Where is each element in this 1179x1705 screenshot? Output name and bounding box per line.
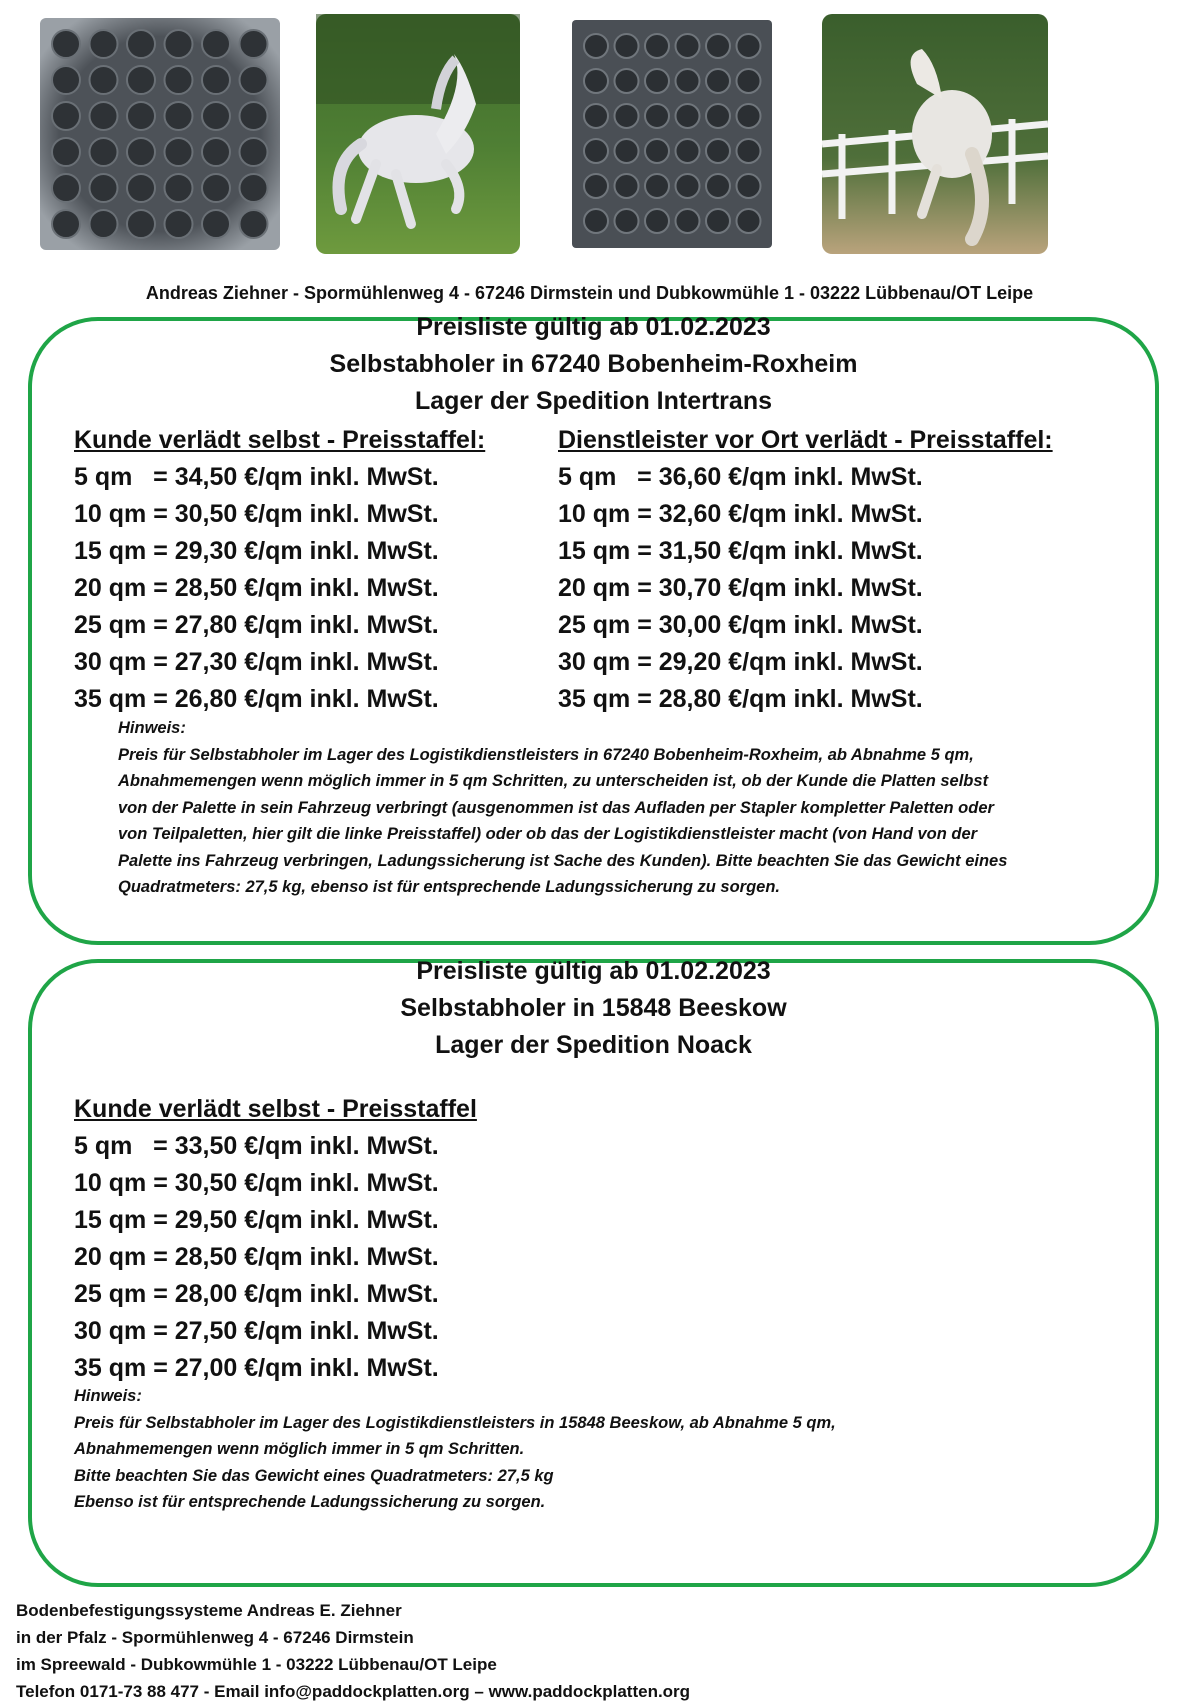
plate-hole — [584, 104, 608, 128]
price-row: 20 qm = 28,50 €/qm inkl. MwSt. — [74, 574, 439, 602]
table-header: Dienstleister vor Ort verlädt - Preisstaffel: — [558, 426, 1053, 454]
plate-hole — [240, 138, 268, 166]
price-row: 20 qm = 30,70 €/qm inkl. MwSt. — [558, 574, 923, 602]
price-row: 15 qm = 29,30 €/qm inkl. MwSt. — [74, 537, 439, 565]
plate-hole — [706, 104, 730, 128]
section-title — [32, 953, 1155, 1064]
price-row: 25 qm = 30,00 €/qm inkl. MwSt. — [558, 611, 923, 639]
plate-hole — [52, 102, 80, 130]
footer-company: Bodenbefestigungssysteme Andreas E. Ziehner — [16, 1601, 402, 1620]
price-row: 15 qm = 29,50 €/qm inkl. MwSt. — [74, 1206, 439, 1234]
price-row: 10 qm = 30,50 €/qm inkl. MwSt. — [74, 500, 439, 528]
price-row: 5 qm = 33,50 €/qm inkl. MwSt. — [74, 1132, 439, 1160]
plate-hole — [127, 174, 155, 202]
plate-hole — [676, 209, 700, 233]
title-line: Preisliste gültig ab 01.02.2023 — [416, 957, 771, 985]
plate-hole — [737, 139, 761, 163]
plate-hole — [706, 209, 730, 233]
price-row: 25 qm = 27,80 €/qm inkl. MwSt. — [74, 611, 439, 639]
paddock-plate-image-2 — [566, 14, 778, 254]
plate-hole — [615, 34, 639, 58]
plate-hole — [615, 69, 639, 93]
paddock-plate-graphic — [36, 14, 284, 254]
price-row: 35 qm = 27,00 €/qm inkl. MwSt. — [74, 1354, 439, 1382]
header-address: Andreas Ziehner - Spormühlenweg 4 - 67246 Dirmstein und Dubkowmühle 1 - 03222 Lübbenau/OT Leipe — [145, 283, 1034, 303]
price-row: 30 qm = 27,50 €/qm inkl. MwSt. — [74, 1317, 439, 1345]
paddock-plate-image-1 — [36, 14, 284, 254]
price-row: 30 qm = 29,20 €/qm inkl. MwSt. — [558, 648, 923, 676]
price-row: 25 qm = 28,00 €/qm inkl. MwSt. — [74, 1280, 439, 1308]
plate-hole — [127, 138, 155, 166]
plate-hole — [645, 209, 669, 233]
plate-hole — [90, 102, 118, 130]
horse-photo-graphic — [316, 14, 520, 254]
plate-hole — [240, 30, 268, 58]
plate-hole — [90, 138, 118, 166]
paddock-plate-graphic — [566, 14, 778, 254]
plate-hole — [165, 66, 193, 94]
note-line: Quadratmeters: 27,5 kg, ebenso ist für entsprechende Ladungssicherung zu sorgen. — [118, 878, 780, 896]
plate-hole — [645, 34, 669, 58]
customer-loads-price-table — [74, 422, 485, 718]
plate-hole — [737, 69, 761, 93]
price-row: 15 qm = 31,50 €/qm inkl. MwSt. — [558, 537, 923, 565]
plate-hole — [737, 209, 761, 233]
footer-contact — [16, 1597, 690, 1705]
plate-hole — [52, 138, 80, 166]
plate-hole — [52, 66, 80, 94]
plate-hole — [165, 210, 193, 238]
plate-hole — [240, 210, 268, 238]
plate-hole — [52, 210, 80, 238]
note-line: Preis für Selbstabholer im Lager des Logistikdienstleisters in 15848 Beeskow, ab Abnahme 5 qm, — [74, 1413, 836, 1432]
plate-hole — [676, 34, 700, 58]
plate-hole — [90, 210, 118, 238]
customer-loads-price-table — [74, 1091, 477, 1387]
title-line: Lager der Spedition Intertrans — [414, 387, 772, 415]
plate-hole — [645, 69, 669, 93]
price-row: 35 qm = 28,80 €/qm inkl. MwSt. — [558, 685, 923, 713]
plate-hole — [127, 30, 155, 58]
title-line: Selbstabholer in 15848 Beeskow — [400, 994, 787, 1022]
horse-photo-2 — [822, 14, 1048, 254]
plate-hole — [615, 139, 639, 163]
note-line: von Teilpaletten, hier gilt die linke Preisstaffel) oder ob das der Logistikdienstleister macht (von Hand von der — [118, 825, 978, 843]
plate-hole — [202, 102, 230, 130]
horse-photo-1 — [316, 14, 520, 254]
table-header: Kunde verlädt selbst - Preisstaffel: — [74, 426, 486, 454]
plate-hole — [676, 139, 700, 163]
plate-hole — [240, 102, 268, 130]
note-line: Bitte beachten Sie das Gewicht eines Quadratmeters: 27,5 kg — [74, 1466, 554, 1485]
price-row: 10 qm = 30,50 €/qm inkl. MwSt. — [74, 1169, 439, 1197]
price-row: 20 qm = 28,50 €/qm inkl. MwSt. — [74, 1243, 439, 1271]
plate-hole — [584, 209, 608, 233]
title-line: Preisliste gültig ab 01.02.2023 — [416, 313, 771, 341]
plate-hole — [202, 138, 230, 166]
footer-contact-line: Telefon 0171-73 88 477 - Email info@paddockplatten.org – www.paddockplatten.org — [16, 1682, 691, 1701]
plate-hole — [645, 104, 669, 128]
plate-hole — [240, 66, 268, 94]
plate-hole — [127, 210, 155, 238]
horse-photo-graphic — [822, 14, 1048, 254]
plate-hole — [737, 34, 761, 58]
note-line: Preis für Selbstabholer im Lager des Logistikdienstleisters in 67240 Bobenheim-Roxheim, ab Abnahme 5 qm, — [118, 745, 974, 764]
price-row: 35 qm = 26,80 €/qm inkl. MwSt. — [74, 685, 439, 713]
plate-hole — [202, 30, 230, 58]
service-loads-price-table — [558, 422, 1053, 718]
note-line: Abnahmemengen wenn möglich immer in 5 qm Schritten. — [74, 1440, 525, 1458]
price-row: 10 qm = 32,60 €/qm inkl. MwSt. — [558, 500, 923, 528]
plate-hole — [584, 34, 608, 58]
plate-hole — [165, 102, 193, 130]
plate-hole — [584, 174, 608, 198]
plate-hole — [165, 138, 193, 166]
plate-hole — [90, 30, 118, 58]
plate-hole — [90, 174, 118, 202]
plate-hole — [90, 66, 118, 94]
plate-hole — [165, 30, 193, 58]
plate-hole — [202, 174, 230, 202]
plate-hole — [706, 34, 730, 58]
hint-note — [118, 715, 1158, 901]
plate-hole — [52, 30, 80, 58]
price-list-bobenheim-roxheim — [28, 313, 1159, 945]
plate-hole — [676, 69, 700, 93]
plate-hole — [127, 66, 155, 94]
plate-hole — [127, 102, 155, 130]
note-line: von der Palette in sein Fahrzeug verbringt (ausgenommen ist das Aufladen per Stapler kompletter Paletten oder — [118, 798, 994, 817]
plate-hole — [615, 104, 639, 128]
plate-hole — [706, 69, 730, 93]
plate-hole — [165, 174, 193, 202]
plate-hole — [584, 69, 608, 93]
plate-hole — [706, 139, 730, 163]
plate-hole — [615, 209, 639, 233]
plate-hole — [645, 139, 669, 163]
price-row: 5 qm = 36,60 €/qm inkl. MwSt. — [558, 463, 923, 491]
note-line: Hinweis: — [74, 1387, 142, 1405]
plate-hole — [202, 66, 230, 94]
plate-hole — [202, 210, 230, 238]
hint-note — [74, 1383, 1114, 1516]
plate-hole — [706, 174, 730, 198]
note-line: Hinweis: — [118, 719, 186, 737]
note-line: Ebenso ist für entsprechende Ladungssicherung zu sorgen. — [74, 1493, 546, 1511]
price-row: 5 qm = 34,50 €/qm inkl. MwSt. — [74, 463, 439, 491]
plate-hole — [737, 104, 761, 128]
title-line: Selbstabholer in 67240 Bobenheim-Roxheim — [329, 350, 858, 378]
plate-hole — [240, 174, 268, 202]
plate-hole — [737, 174, 761, 198]
plate-hole — [615, 174, 639, 198]
table-header: Kunde verlädt selbst - Preisstaffel — [74, 1095, 477, 1123]
plate-hole — [645, 174, 669, 198]
plate-hole — [676, 104, 700, 128]
note-line: Abnahmemengen wenn möglich immer in 5 qm Schritten, zu unterscheiden ist, ob der Kunde die Platten selbst — [118, 772, 989, 790]
plate-hole — [584, 139, 608, 163]
note-line: Palette ins Fahrzeug verbringen, Ladungssicherung ist Sache des Kunden). Bitte beachten Sie das Gewicht eines — [118, 851, 1008, 870]
plate-hole — [676, 174, 700, 198]
title-line: Lager der Spedition Noack — [435, 1031, 752, 1059]
price-row: 30 qm = 27,30 €/qm inkl. MwSt. — [74, 648, 439, 676]
price-list-beeskow — [28, 959, 1159, 1587]
footer-address-pfalz: in der Pfalz - Spormühlenweg 4 - 67246 Dirmstein — [16, 1628, 414, 1647]
section-title — [32, 309, 1155, 420]
footer-address-spreewald: im Spreewald - Dubkowmühle 1 - 03222 Lübbenau/OT Leipe — [16, 1655, 497, 1674]
plate-hole — [52, 174, 80, 202]
